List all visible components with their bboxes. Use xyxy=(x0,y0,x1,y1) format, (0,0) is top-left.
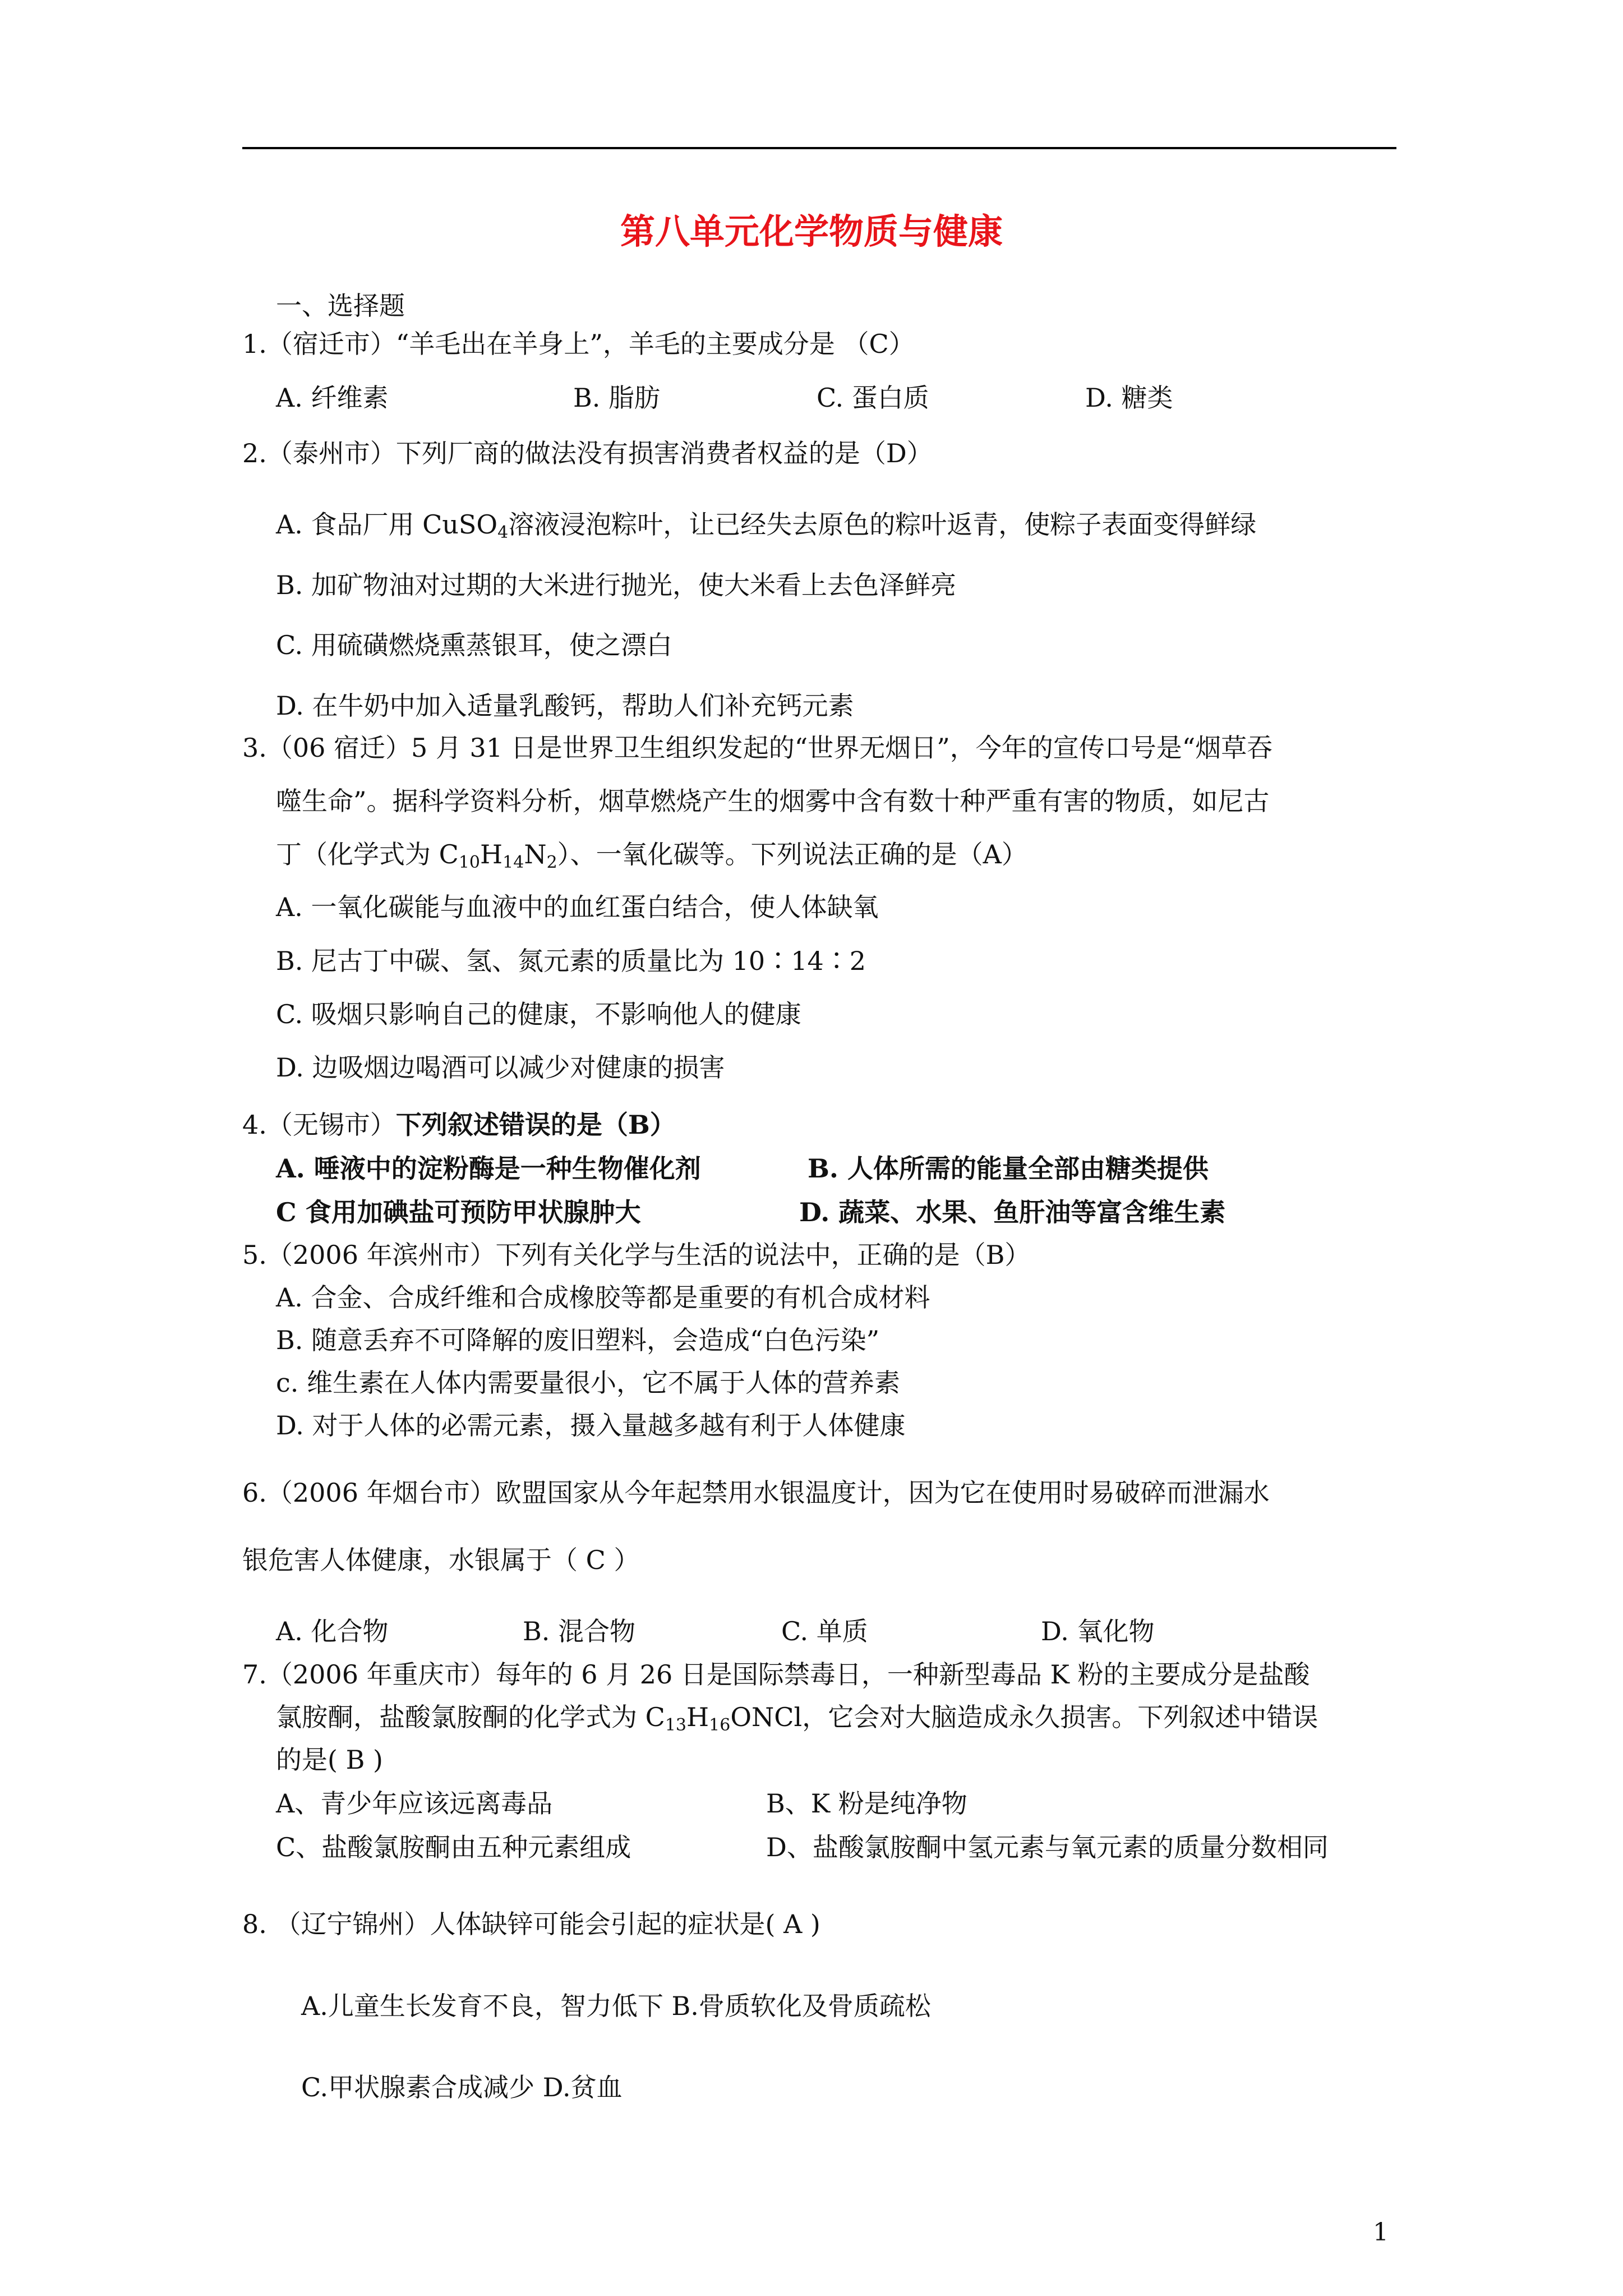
q2-stem: 2.（泰州市）下列厂商的做法没有损害消费者权益的是（D） xyxy=(242,438,933,468)
page-number: 1 xyxy=(1373,2218,1389,2247)
q6-stem-line2: 银危害人体健康，水银属于（ C ） xyxy=(242,1545,640,1575)
q6-option-a: A. 化合物 xyxy=(276,1616,389,1646)
q1-stem: 1.（宿迁市）“羊毛出在羊身上”，羊毛的主要成分是 （C） xyxy=(242,329,915,359)
q5-option-c: c. 维生素在人体内需要量很小，它不属于人体的营养素 xyxy=(276,1368,901,1398)
q1-option-c: C. 蛋白质 xyxy=(817,383,929,413)
q3-stem-line2: 噬生命”。据科学资料分析，烟草燃烧产生的烟雾中含有数十种严重有害的物质，如尼古 xyxy=(276,786,1270,816)
q6-option-c: C. 单质 xyxy=(781,1616,868,1646)
q7-stem-line3: 的是( B ) xyxy=(276,1745,383,1775)
q4-option-c: C 食用加碘盐可预防甲状腺肿大 xyxy=(276,1197,641,1227)
q3-option-c: C. 吸烟只影响自己的健康，不影响他人的健康 xyxy=(276,999,801,1029)
q2-option-c: C. 用硫磺燃烧熏蒸银耳，使之漂白 xyxy=(276,630,672,660)
q1-option-d: D. 糖类 xyxy=(1085,383,1173,413)
q4-option-a: A. 唾液中的淀粉酶是一种生物催化剂 xyxy=(276,1153,701,1184)
q3-option-b: B. 尼古丁中碳、氢、氮元素的质量比为 10∶14∶2 xyxy=(276,946,866,976)
q6-option-d: D. 氧化物 xyxy=(1041,1616,1155,1646)
q5-option-d: D. 对于人体的必需元素，摄入量越多越有利于人体健康 xyxy=(276,1410,906,1441)
q1-option-b: B. 脂肪 xyxy=(573,383,661,413)
q5-option-b: B. 随意丢弃不可降解的废旧塑料，会造成“白色污染” xyxy=(276,1325,880,1355)
q7-option-c: C、盐酸氯胺酮由五种元素组成 xyxy=(276,1832,631,1862)
q5-option-a: A. 合金、合成纤维和合成橡胶等都是重要的有机合成材料 xyxy=(276,1282,930,1313)
q8-options-cd: C.甲状腺素合成减少 D.贫血 xyxy=(301,2072,623,2102)
q4-option-b: B. 人体所需的能量全部由糖类提供 xyxy=(808,1153,1209,1184)
q3-option-d: D. 边吸烟边喝酒可以减少对健康的损害 xyxy=(276,1052,725,1083)
header-rule xyxy=(242,147,1396,149)
q3-option-a: A. 一氧化碳能与血液中的血红蛋白结合，使人体缺氧 xyxy=(276,892,879,922)
section-heading: 一、选择题 xyxy=(276,291,405,321)
q7-option-d: D、盐酸氯胺酮中氢元素与氧元素的质量分数相同 xyxy=(766,1832,1329,1862)
q2-option-d: D. 在牛奶中加入适量乳酸钙，帮助人们补充钙元素 xyxy=(276,691,854,721)
q5-stem: 5.（2006 年滨州市）下列有关化学与生活的说法中，正确的是（B） xyxy=(242,1240,1031,1270)
q2-option-b: B. 加矿物油对过期的大米进行抛光，使大米看上去色泽鲜亮 xyxy=(276,570,957,600)
q7-option-b: B、K 粉是纯净物 xyxy=(766,1788,967,1819)
q7-stem-line2: 氯胺酮，盐酸氯胺酮的化学式为 $C_{13}H_{16}ONCl$，它会对大脑造成永久损害。下列叙述中错误 xyxy=(276,1702,1318,1735)
q7-option-a: A、青少年应该远离毒品 xyxy=(276,1788,553,1819)
q4-option-d: D. 蔬菜、水果、鱼肝油等富含维生素 xyxy=(799,1197,1226,1227)
q8-options-ab: A.儿童生长发育不良，智力低下 B.骨质软化及骨质疏松 xyxy=(301,1991,931,2021)
q6-option-b: B. 混合物 xyxy=(523,1616,636,1646)
page-title: 第八单元化学物质与健康 xyxy=(620,211,1003,252)
q2-option-a: A. 食品厂用 CuSO$_4$溶液浸泡粽叶，让已经失去原色的粽叶返青，使粽子表面变得鲜绿 xyxy=(276,509,1257,542)
q3-stem-line1: 3.（06 宿迁）5 月 31 日是世界卫生组织发起的“世界无烟日”，今年的宣传口号是“烟草吞 xyxy=(242,733,1273,763)
q4-stem: 4.（无锡市）下列叙述错误的是（B） xyxy=(242,1110,676,1140)
q1-option-a: A. 纤维素 xyxy=(276,383,389,413)
q8-stem: 8. （辽宁锦州）人体缺锌可能会引起的症状是( A ) xyxy=(242,1909,820,1939)
q3-stem-line3: 丁（化学式为 $C_{10}H_{14}N_2$）、一氧化碳等。下列说法正确的是（A） xyxy=(276,839,1027,872)
q6-stem-line1: 6.（2006 年烟台市）欧盟国家从今年起禁用水银温度计，因为它在使用时易破碎而泄漏水 xyxy=(242,1478,1270,1508)
q7-stem-line1: 7.（2006 年重庆市）每年的 6 月 26 日是国际禁毒日，一种新型毒品 K 粉的主要成分是盐酸 xyxy=(242,1659,1310,1690)
